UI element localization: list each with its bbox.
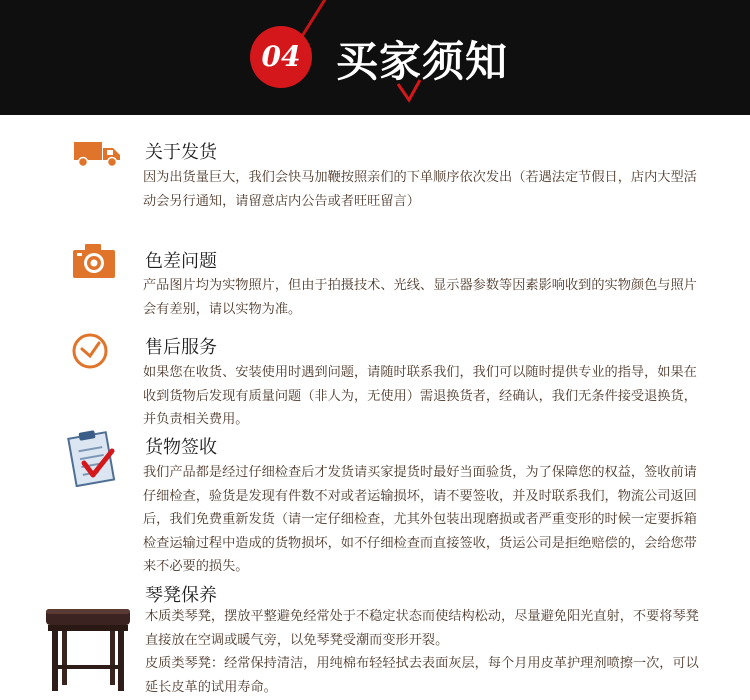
- section-title: 琴凳保养: [145, 585, 217, 606]
- camera-icon: [73, 242, 115, 278]
- section-body: 产品图片均为实物照片，但由于拍摄技术、光线、显示器参数等因素影响收到的实物颜色与照片会有差别，请以实物为准。: [143, 278, 697, 317]
- section-title: 色差问题: [145, 251, 217, 272]
- page-title: 买家须知: [336, 37, 509, 86]
- section-title: 货物签收: [145, 437, 217, 458]
- section-title: 售后服务: [145, 337, 217, 358]
- section-body: 如果您在收货、安装使用时遇到问题，请随时联系我们，我们可以随时提供专业的指导，如果在收到货物后发现有质量问题（非人为，无使用）需退换货者，经确认，我们无条件接受退换货，并负责相关费用。: [143, 365, 697, 427]
- section-body-2: 皮质类琴凳：经常保持清洁，用纯棉布轻轻拭去表面灰层，每个月用皮革护理剂喷擦一次，可以延长皮革的试用寿命。: [145, 656, 699, 695]
- truck-icon: [74, 140, 122, 168]
- number-text: 04: [261, 40, 301, 73]
- section-title: 关于发货: [145, 142, 217, 163]
- clipboard-check-icon: [66, 429, 118, 487]
- section-body: 木质类琴凳，摆放平整避免经常处于不稳定状态而使结构松动，尽量避免阳光直射，不要将琴凳直接放在空调或暖气旁，以免琴凳受潮而变形开裂。: [145, 609, 699, 648]
- section-body: 我们产品都是经过仔细检查后才发货请买家提货时最好当面验货，为了保障您的权益，签收前请仔细检查，验货是发现有件数不对或者运输损坏，请不要签收，并及时联系我们，物流公司返回后，我们免费重新发货（请一定仔细检查，尤其外包装出现磨损或者严重变形的时候一定要拆箱检查运输过程中造成的货物损坏，如不仔细检查而直接签收，货运公司是拒绝赔偿的，会给您带来不必要的损失。: [143, 465, 697, 574]
- section-body: 因为出货量巨大，我们会快马加鞭按照亲们的下单顺序依次发出（若遇法定节假日，店内大型活动会另行通知，请留意店内公告或者旺旺留言）: [143, 170, 697, 209]
- piano-bench-image: [40, 605, 136, 695]
- number-badge: [250, 26, 312, 88]
- chevron-down-icon: [395, 78, 423, 106]
- clock-icon: [71, 332, 109, 370]
- header-banner: [0, 0, 750, 115]
